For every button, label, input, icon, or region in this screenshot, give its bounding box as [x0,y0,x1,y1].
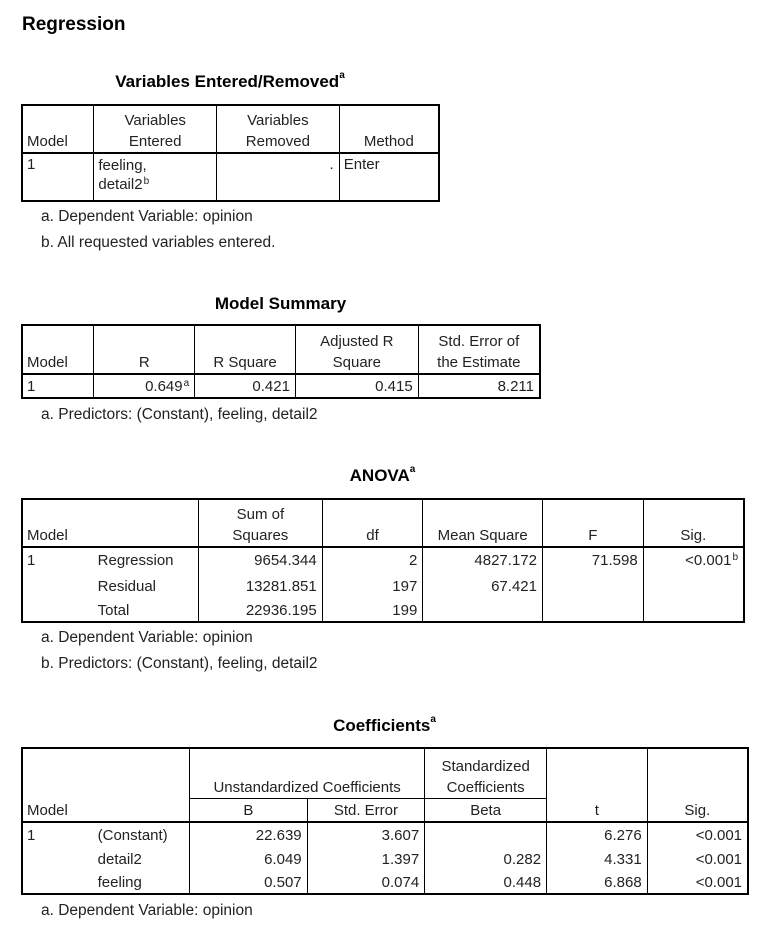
header-variables-entered [94,105,217,153]
footnote-b: b. All requested variables entered. [41,234,276,251]
cell-df: 2 [322,547,423,573]
cell-source: Regression [97,552,174,569]
header-unstandardized-coefficients: Unstandardized Coefficients [190,748,425,798]
cell-sig: <0.001 [647,872,748,894]
output-heading: Regression [22,14,126,35]
header-line: Adjusted R [320,333,394,350]
table-row [22,573,744,599]
cell-term: (Constant) [97,826,168,844]
coefficients-table [21,747,749,895]
cell-sum-of-squares: 13281.851 [199,573,323,599]
header-model: Model [22,105,94,153]
header-sum-of-squares [199,499,323,547]
cell-sig [643,599,744,622]
footnote-marker: a [430,714,436,725]
cell-b: 6.049 [190,847,308,872]
cell-adjusted-r-square: 0.415 [295,374,418,398]
cell-t: 4.331 [547,847,648,872]
header-b: B [190,798,308,822]
entered-line: feeling, [98,157,147,174]
cell-f [542,573,643,599]
cell-sum-of-squares: 22936.195 [199,599,323,622]
header-variables-removed [217,105,340,153]
header-r-square: R Square [195,325,296,374]
cell-mean-square: 67.421 [423,573,543,599]
footnote-b: b. Predictors: (Constant), feeling, detail2 [41,655,318,672]
header-line: Std. Error of [438,333,520,350]
header-f: F [542,499,643,547]
header-line: Square [332,354,382,371]
footnote-a: a. Dependent Variable: opinion [41,629,253,646]
cell-variables-removed: . [217,153,340,201]
cell-sig [643,573,744,599]
header-line: Variables [247,112,309,129]
table-row [22,153,439,201]
cell-df: 199 [322,599,423,622]
cell-beta: 0.282 [425,847,547,872]
header-line: Squares [232,527,289,544]
cell-std-error: 1.397 [307,847,425,872]
footnote-a: a. Predictors: (Constant), feeling, detail2 [41,406,318,423]
sig-value: <0.001 [685,552,732,569]
cell-method: Enter [339,153,439,201]
cell-t: 6.868 [547,872,648,894]
cell-model [22,573,94,599]
cell-model [22,599,94,622]
entered-line: detail2 [98,176,143,193]
footnote-marker: a [409,464,416,475]
cell-model [22,872,94,894]
cell-std-error: 3.607 [307,822,425,847]
header-df: df [322,499,423,547]
cell-sig: <0.001 [647,847,748,872]
cell-df: 197 [322,573,423,599]
title-text: ANOVA [349,466,410,485]
cell-r-square: 0.421 [195,374,296,398]
cell-source: Total [97,601,130,619]
footnote-marker: a [183,377,190,389]
title-text: Coefficients [333,716,431,735]
header-model: Model [22,325,94,374]
table-row [22,374,540,398]
cell-mean-square: 4827.172 [423,547,543,573]
cell-sum-of-squares: 9654.344 [199,547,323,573]
cell-term: feeling [97,874,142,891]
header-t: t [547,748,648,822]
header-model: Model [22,499,199,547]
footnotes-anova [41,625,318,677]
cell-source: Residual [97,577,157,595]
table-row [22,599,744,622]
cell-term: detail2 [97,851,142,868]
table-row [22,847,748,872]
cell-mean-square [423,599,543,622]
header-sig: Sig. [647,748,748,822]
cell-sig [643,547,744,573]
cell-b: 22.639 [190,822,308,847]
header-sig: Sig. [643,499,744,547]
header-line: Removed [245,133,310,150]
header-line: the Estimate [437,354,521,371]
cell-f: 71.598 [542,547,643,573]
header-line: Entered [128,133,182,150]
cell-model: 1 [27,826,36,844]
r-value: 0.649 [145,377,183,395]
cell-std-error: 8.211 [418,374,540,398]
cell-model: 1 [27,377,36,395]
header-method: Method [339,105,439,153]
cell-r [94,374,195,398]
coefficients-title [21,716,748,736]
anova-table [21,498,745,623]
cell-model [22,847,94,872]
cell-std-error: 0.074 [307,872,425,894]
cell-beta: 0.448 [425,872,547,894]
table-row [22,822,748,847]
header-r: R [94,325,195,374]
header-standardized-coefficients [425,748,547,798]
variables-entered-removed-table [21,104,440,202]
footnotes-coefficients [41,898,253,924]
header-std-error: Std. Error [307,798,425,822]
cell-model: 1 [27,552,36,569]
header-beta: Beta [425,798,547,822]
cell-variables-entered [94,153,217,201]
footnote-a: a. Dependent Variable: opinion [41,902,253,919]
model-summary-table [21,324,541,399]
model-summary-title: Model Summary [214,294,347,313]
cell-t: 6.276 [547,822,648,847]
cell-sig: <0.001 [647,822,748,847]
header-line: Standardized [441,757,530,775]
header-line: Variables [124,112,186,129]
header-adjusted-r-square [295,325,418,374]
header-std-error-estimate [418,325,540,374]
title-text: Variables Entered/Removed [115,72,340,91]
anova-title [21,466,744,486]
footnote-marker: b [732,552,738,563]
table-row [22,547,744,573]
cell-beta [425,822,547,847]
header-line: Sum of [236,506,285,523]
variables-entered-removed-title [21,72,439,92]
footnote-marker: a [339,70,345,81]
header-line: Coefficients [446,778,525,796]
cell-f [542,599,643,622]
cell-b: 0.507 [190,872,308,894]
header-mean-square: Mean Square [423,499,543,547]
footnote-a: a. Dependent Variable: opinion [41,208,253,225]
table-row [22,872,748,894]
footnotes-model-summary [41,402,318,428]
cell-model: 1 [27,156,36,173]
footnote-marker: b [143,176,150,187]
footnotes-variables-entered-removed [41,204,275,256]
header-model: Model [22,748,190,822]
